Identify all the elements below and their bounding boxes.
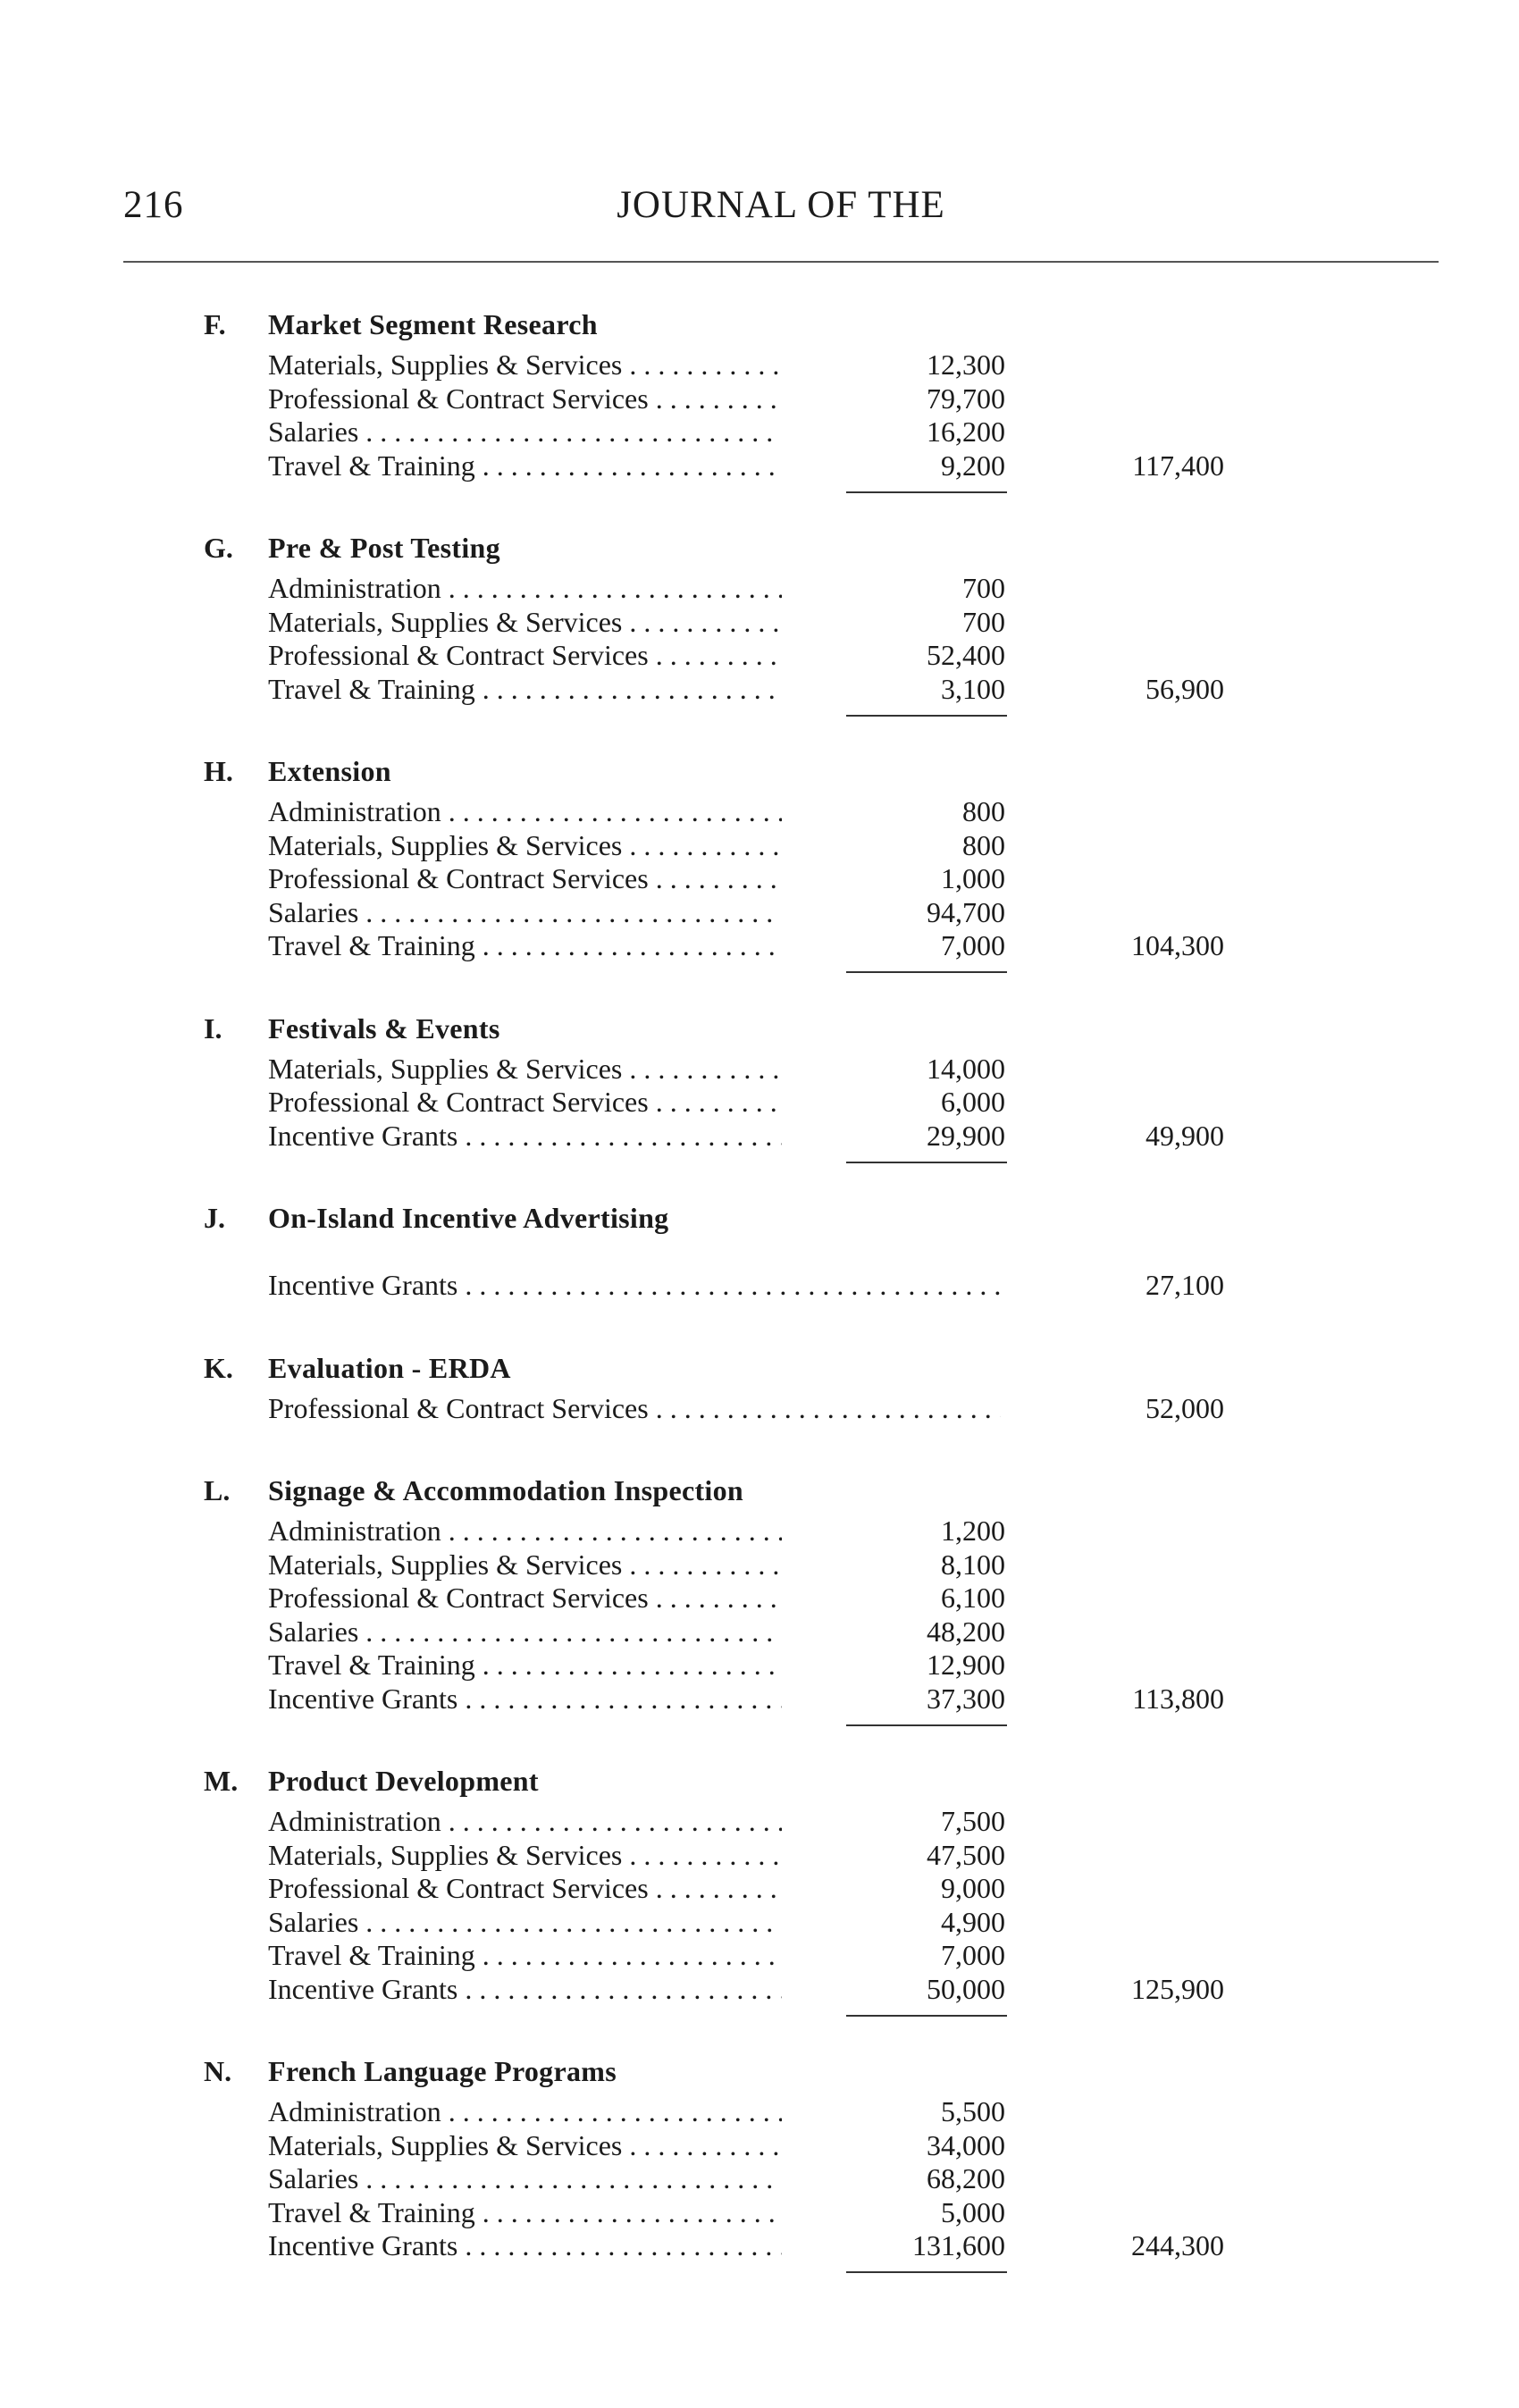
section-title: Product Development <box>268 1765 539 1797</box>
section-total: 125,900 <box>1131 1972 1224 2005</box>
section-heading <box>0 1474 1519 1514</box>
line-item-amount: 9,200 <box>941 449 1005 482</box>
section-total: 244,300 <box>1131 2229 1224 2261</box>
line-item <box>0 1805 1519 1839</box>
line-item-label: Incentive Grants . . . <box>268 1120 782 1153</box>
budget-section <box>0 1012 1519 1154</box>
line-item <box>0 2229 1519 2263</box>
section-title: Extension <box>268 755 391 787</box>
running-head: JOURNAL OF THE <box>617 184 945 226</box>
section-total: 117,400 <box>1132 449 1224 482</box>
section-total: 56,900 <box>1146 672 1224 705</box>
line-item-label: Professional & Contract Services . . . <box>268 1872 782 1905</box>
line-item <box>0 673 1519 707</box>
budget-section <box>0 532 1519 706</box>
line-item <box>0 1269 1519 1303</box>
section-title: Market Segment Research <box>268 308 598 340</box>
section-total: 104,300 <box>1131 929 1224 961</box>
line-item-label: Travel & Training . . . <box>268 1649 782 1682</box>
line-item-label: Salaries . . . <box>268 1615 782 1649</box>
budget-section <box>0 1352 1519 1426</box>
line-item-amount: 7,500 <box>941 1805 1005 1837</box>
line-item-amount: 9,000 <box>941 1872 1005 1904</box>
line-item-label: Professional & Contract Services . . . <box>268 382 782 415</box>
section-heading <box>0 2055 1519 2095</box>
line-item-label: Administration . . . <box>268 2095 782 2128</box>
line-item-label: Administration . . . <box>268 572 782 605</box>
line-item-label: Travel & Training . . . <box>268 1939 782 1972</box>
line-item-amount: 7,000 <box>941 929 1005 961</box>
line-item-amount: 16,200 <box>927 415 1005 448</box>
line-item-amount: 131,600 <box>912 2229 1005 2261</box>
budget-sections <box>0 308 1519 2312</box>
budget-section <box>0 2055 1519 2263</box>
line-item <box>0 1615 1519 1649</box>
line-item-amount: 4,900 <box>941 1905 1005 1938</box>
line-item <box>0 2162 1519 2196</box>
line-item <box>0 1392 1519 1426</box>
section-total: 49,900 <box>1146 1119 1224 1152</box>
line-item-amount: 34,000 <box>927 2128 1005 2161</box>
line-item-amount: 14,000 <box>927 1052 1005 1085</box>
budget-section <box>0 1202 1519 1303</box>
line-item-label: Materials, Supplies & Services . . . <box>268 2129 782 2162</box>
section-letter: K. <box>204 1351 233 1384</box>
line-item-amount: 94,700 <box>927 895 1005 928</box>
line-item-amount: 29,900 <box>927 1119 1005 1152</box>
line-item <box>0 415 1519 449</box>
line-item-label: Travel & Training . . . <box>268 2196 782 2229</box>
line-item-amount: 700 <box>962 605 1005 638</box>
section-letter: L. <box>204 1474 231 1506</box>
line-item <box>0 639 1519 673</box>
line-item-label: Materials, Supplies & Services . . . <box>268 1839 782 1872</box>
section-letter: N. <box>204 2055 232 2087</box>
line-item <box>0 1548 1519 1582</box>
line-item-label: Salaries . . . <box>268 896 782 929</box>
section-letter: I. <box>204 1011 222 1045</box>
line-item <box>0 348 1519 382</box>
budget-section <box>0 1765 1519 2006</box>
line-item <box>0 1649 1519 1682</box>
section-title: French Language Programs <box>268 2055 617 2087</box>
line-item-label: Materials, Supplies & Services . . . <box>268 606 782 639</box>
line-item <box>0 449 1519 483</box>
line-item <box>0 1939 1519 1973</box>
line-item <box>0 2196 1519 2230</box>
line-item-amount: 52,400 <box>927 639 1005 671</box>
line-item-label: Materials, Supplies & Services . . . <box>268 829 782 862</box>
line-item <box>0 929 1519 963</box>
line-item <box>0 1682 1519 1716</box>
section-total: 27,100 <box>1146 1269 1224 1301</box>
line-item-amount: 6,100 <box>941 1582 1005 1614</box>
section-heading <box>0 532 1519 572</box>
section-letter: M. <box>204 1765 239 1797</box>
line-item <box>0 1973 1519 2007</box>
section-title: Signage & Accommodation Inspection <box>268 1474 743 1506</box>
line-item-amount: 79,700 <box>927 382 1005 415</box>
line-item-label: Professional & Contract Services . . . <box>268 1086 782 1119</box>
line-item-amount: 700 <box>962 572 1005 604</box>
budget-section <box>0 755 1519 963</box>
line-item-amount: 1,000 <box>941 862 1005 894</box>
line-item <box>0 829 1519 863</box>
line-item <box>0 896 1519 930</box>
line-item-label: Incentive Grants . . . <box>268 1973 782 2006</box>
line-item-label: Professional & Contract Services . . . <box>268 1582 782 1615</box>
line-item-amount: 6,000 <box>941 1086 1005 1118</box>
line-item-label: Professional & Contract Services . . . <box>268 1392 1001 1425</box>
line-item-amount: 48,200 <box>927 1615 1005 1648</box>
section-heading <box>0 1352 1519 1392</box>
section-heading <box>0 1765 1519 1805</box>
line-item-amount: 5,000 <box>941 2195 1005 2228</box>
line-item-label: Administration . . . <box>268 1514 782 1548</box>
line-item-label: Incentive Grants . . . <box>268 1269 1001 1302</box>
line-item-label: Salaries . . . <box>268 1906 782 1939</box>
section-title: Festivals & Events <box>268 1011 500 1045</box>
section-letter: G. <box>204 532 233 564</box>
line-item-amount: 1,200 <box>941 1514 1005 1547</box>
line-item <box>0 862 1519 896</box>
line-item-label: Professional & Contract Services . . . <box>268 639 782 672</box>
line-item <box>0 606 1519 640</box>
line-item-label: Professional & Contract Services . . . <box>268 862 782 895</box>
line-item-label: Travel & Training . . . <box>268 449 782 482</box>
line-item <box>0 1086 1519 1120</box>
line-item-amount: 5,500 <box>941 2095 1005 2127</box>
line-item-amount: 800 <box>962 795 1005 827</box>
line-item-label: Salaries . . . <box>268 2162 782 2195</box>
line-item <box>0 795 1519 829</box>
line-item-label: Administration . . . <box>268 1805 782 1838</box>
page-header <box>123 183 1439 237</box>
section-total: 52,000 <box>1146 1391 1224 1424</box>
line-item-label: Incentive Grants . . . <box>268 1682 782 1716</box>
line-item-label: Materials, Supplies & Services . . . <box>268 1548 782 1582</box>
section-heading <box>0 1202 1519 1242</box>
section-total: 113,800 <box>1132 1682 1224 1715</box>
line-item-amount: 3,100 <box>941 672 1005 705</box>
line-item-amount: 37,300 <box>927 1682 1005 1715</box>
line-item-label: Materials, Supplies & Services . . . <box>268 348 782 382</box>
line-item <box>0 1872 1519 1906</box>
line-item <box>0 1120 1519 1154</box>
line-item-amount: 47,500 <box>927 1838 1005 1871</box>
section-letter: F. <box>204 308 226 340</box>
line-item-label: Incentive Grants . . . <box>268 2229 782 2262</box>
line-item-amount: 50,000 <box>927 1972 1005 2005</box>
section-title: On-Island Incentive Advertising <box>268 1202 669 1234</box>
line-item-amount: 12,900 <box>927 1649 1005 1681</box>
line-item-amount: 68,200 <box>927 2162 1005 2194</box>
line-item <box>0 1053 1519 1087</box>
line-item-label: Materials, Supplies & Services . . . <box>268 1053 782 1086</box>
line-item <box>0 1514 1519 1548</box>
page-number: 216 <box>123 184 184 226</box>
section-letter: H. <box>204 755 233 787</box>
line-item <box>0 382 1519 416</box>
line-item <box>0 572 1519 606</box>
budget-section <box>0 308 1519 482</box>
budget-section <box>0 1474 1519 1716</box>
line-item-amount: 800 <box>962 828 1005 861</box>
line-item-label: Travel & Training . . . <box>268 929 782 962</box>
line-item <box>0 2129 1519 2163</box>
section-heading <box>0 308 1519 348</box>
line-item-label: Administration . . . <box>268 795 782 828</box>
section-heading <box>0 755 1519 795</box>
line-item-amount: 12,300 <box>927 348 1005 381</box>
line-item-label: Travel & Training . . . <box>268 673 782 706</box>
section-heading <box>0 1012 1519 1053</box>
line-item <box>0 1906 1519 1940</box>
line-item-amount: 7,000 <box>941 1939 1005 1971</box>
section-letter: J. <box>204 1202 225 1234</box>
line-item-amount: 8,100 <box>941 1548 1005 1581</box>
line-item <box>0 1839 1519 1873</box>
section-title: Evaluation - ERDA <box>268 1351 511 1384</box>
line-item <box>0 1582 1519 1615</box>
section-title: Pre & Post Testing <box>268 532 500 564</box>
line-item <box>0 2095 1519 2129</box>
header-rule <box>123 261 1439 263</box>
line-item-label: Salaries . . . <box>268 415 782 449</box>
